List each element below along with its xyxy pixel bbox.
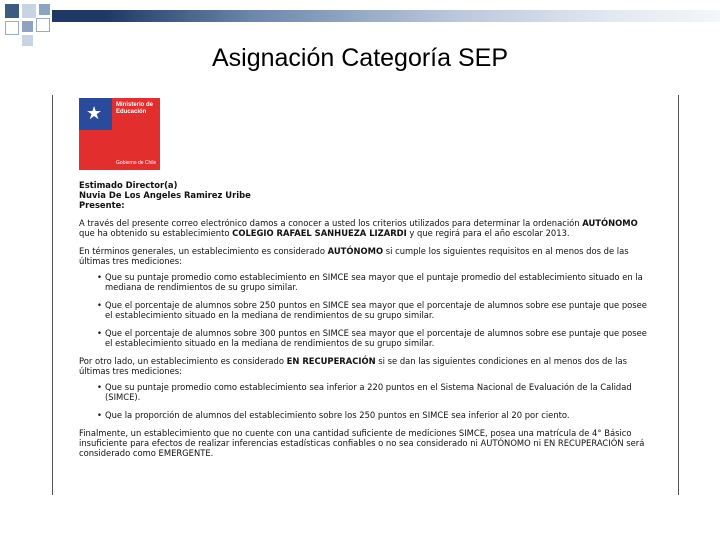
paragraph-intro: [79, 218, 654, 238]
paragraph-recuperacion: [79, 356, 654, 376]
autonomo-criteria-list: [79, 272, 654, 348]
logo-org-line1: Ministerio de: [116, 102, 154, 108]
decor-square: [39, 4, 50, 15]
decor-square: [22, 21, 33, 32]
greeting-line: Estimado Director(a): [79, 180, 178, 190]
list-item: • Que la proporción de alumnos del establecimiento sobre los 250 puntos en SIMCE sea inferior al 20 por ciento.: [79, 410, 654, 420]
decor-square: [36, 18, 50, 32]
category-text: AUTÓNOMO: [327, 246, 384, 256]
logo-org-line2: Educación: [116, 109, 147, 115]
school-name: COLEGIO RAFAEL SANHUEZA LIZARDI: [232, 228, 407, 238]
list-item: • Que el porcentaje de alumnos sobre 250 puntos en SIMCE sea mayor que el porcentaje de alumnos sobre ese puntaje que posee el establecimiento situado en la mediana de rendimientos de su grupo similar.: [79, 300, 654, 320]
paragraph-emergente: Finalmente, un establecimiento que no cuente con una cantidad suficiente de mediciones SIMCE, posea una matrícula de 4° Básico insuficiente para efectos de realizar inferencias estadísticas confiables o no sea considerado ni AUTÓNOMO ni EN RECUPERACIÓN será considerado como EMERGENTE.: [79, 428, 645, 458]
category-text: AUTÓNOMO: [582, 218, 638, 228]
decor-square: [22, 4, 36, 18]
logo-gov: Gobierno de Chile: [116, 160, 157, 166]
list-item: • Que su puntaje promedio como establecimiento sea inferior a 220 puntos en el Sistema Nacional de Evaluación de la Calidad (SIMCE).: [79, 382, 654, 402]
greeting-name: Nuvia De Los Angeles Ramirez Uribe: [79, 190, 251, 200]
text-span: que ha obtenido su establecimiento: [79, 228, 233, 238]
title-bar-decoration: [52, 10, 720, 22]
text-span: si se dan las siguientes condiciones en al menos dos de las últimas tres mediciones:: [79, 356, 627, 376]
letter-body: [79, 180, 654, 458]
text-span: y que regirá para el año escolar 2013.: [406, 228, 570, 238]
paragraph-autonomo: [79, 246, 654, 266]
greeting-presente: Presente:: [79, 200, 125, 210]
text-span: si cumple los siguientes requisitos en al menos dos de las últimas tres mediciones:: [79, 246, 629, 266]
frame-border-right: [678, 95, 679, 495]
list-item: • Que el porcentaje de alumnos sobre 300 puntos en SIMCE sea mayor que el porcentaje de alumnos sobre ese puntaje que posee el establecimiento situado en la mediana de rendimientos de su grupo similar.: [79, 328, 654, 348]
text-span: En términos generales, un establecimiento es considerado: [79, 246, 328, 256]
decor-square: [5, 21, 19, 35]
star-icon: ★: [86, 103, 103, 123]
list-item: • Que su puntaje promedio como establecimiento en SIMCE sea mayor que el puntaje promedio del establecimiento situado en la mediana de rendimientos de su grupo similar.: [79, 272, 654, 292]
decor-square: [5, 4, 19, 18]
category-text: EN RECUPERACIÓN: [286, 356, 376, 366]
recuperacion-criteria-list: [79, 382, 654, 420]
text-span: Por otro lado, un establecimiento es considerado: [79, 356, 287, 366]
ministry-logo: [79, 98, 160, 170]
text-span: A través del presente correo electrónico damos a conocer a usted los criterios utilizados para determinar la ordenación: [79, 218, 583, 228]
slide-title: Asignación Categoría SEP: [211, 44, 508, 72]
frame-border-left: [52, 95, 53, 495]
